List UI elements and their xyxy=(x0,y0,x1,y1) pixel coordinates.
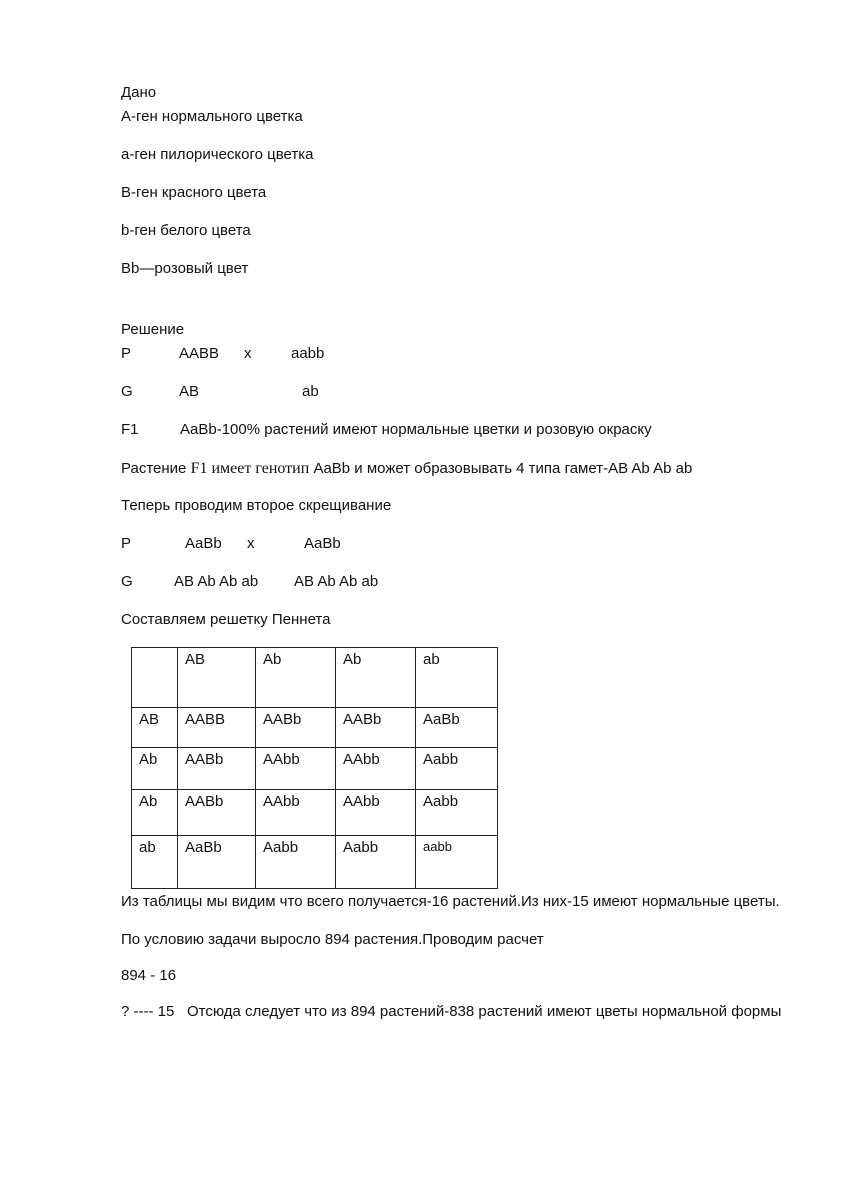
cross-1-parent-1: AABB xyxy=(179,345,220,362)
punnett-header-row xyxy=(132,648,498,708)
given-line-1: А-ген нормального цветка xyxy=(121,108,303,125)
gametes-2-g2: AB Ab Ab ab xyxy=(294,573,379,590)
punnett-row xyxy=(132,790,498,836)
gametes-2-g1: AB Ab Ab ab xyxy=(174,573,259,590)
gametes-2-label: G xyxy=(121,573,133,590)
cross-1-p-label: P xyxy=(121,345,132,362)
solution-title: Решение xyxy=(121,321,185,338)
punnett-header-cell: ab xyxy=(416,648,498,708)
punnett-header-cell: Ab xyxy=(256,648,336,708)
punnett-cell: AAbb xyxy=(336,790,416,836)
punnett-row xyxy=(132,708,498,748)
punnett-row-gamete: AB xyxy=(132,708,178,748)
given-line-4: b-ген белого цвета xyxy=(121,222,251,239)
punnett-cell: AABb xyxy=(336,708,416,748)
cross-1-x: x xyxy=(244,345,252,362)
conclusion-line-3: 894 - 16 xyxy=(121,967,177,984)
f1-text: AaBb-100% растений имеют нормальные цветки и розовую окраску xyxy=(180,421,652,438)
punnett-cell: AAbb xyxy=(256,790,336,836)
gametes-1-label: G xyxy=(121,383,133,400)
cross-2-p-label: P xyxy=(121,535,132,552)
gametes-1-g1: AB xyxy=(179,383,200,400)
conclusion-line-4-result: Отсюда следует что из 894 растений-838 растений имеют цветы нормальной формы xyxy=(187,1003,782,1020)
punnett-square xyxy=(131,647,498,889)
punnett-header-cell: Ab xyxy=(336,648,416,708)
punnett-cell: AaBb xyxy=(178,836,256,889)
punnett-cell: AaBb xyxy=(416,708,498,748)
plant-line xyxy=(121,459,692,478)
conclusion-line-1: Из таблицы мы видим что всего получается-16 растений.Из них-15 имеют нормальные цветы. xyxy=(121,893,780,910)
punnett-cell: Aabb xyxy=(416,790,498,836)
punnett-row-gamete: ab xyxy=(132,836,178,889)
punnett-cell: Aabb xyxy=(256,836,336,889)
punnett-cell: Aabb xyxy=(336,836,416,889)
f1-label: F1 xyxy=(121,421,139,438)
given-line-2: а-ген пилорического цветка xyxy=(121,146,314,163)
cross-1-parent-2: aabb xyxy=(291,345,325,362)
punnett-cell: Aabb xyxy=(416,748,498,790)
punnett-row xyxy=(132,836,498,889)
punnett-row-gamete: Ab xyxy=(132,748,178,790)
punnett-cell: AAbb xyxy=(256,748,336,790)
plant-line-suffix: AaBb и может образовывать 4 типа гамет-AB Ab Ab ab xyxy=(309,460,693,477)
punnett-cell: AABb xyxy=(178,748,256,790)
cross-2-x: x xyxy=(247,535,255,552)
punnett-cell: AAbb xyxy=(336,748,416,790)
second-cross-intro: Теперь проводим второе скрещивание xyxy=(121,497,392,514)
punnett-cell: AABb xyxy=(178,790,256,836)
punnett-row-gamete: Ab xyxy=(132,790,178,836)
given-line-5: Bb—розовый цвет xyxy=(121,260,249,277)
punnett-corner-cell xyxy=(132,648,178,708)
plant-line-serif: F1 имеет генотип xyxy=(190,460,310,477)
punnett-intro: Составляем решетку Пеннета xyxy=(121,611,331,628)
punnett-cell: AABb xyxy=(256,708,336,748)
cross-2-parent-2: AaBb xyxy=(304,535,341,552)
punnett-cell: aabb xyxy=(416,836,498,889)
punnett-header-cell: AB xyxy=(178,648,256,708)
cross-2-parent-1: AaBb xyxy=(185,535,222,552)
conclusion-line-4-proportion: ? ---- 15 xyxy=(121,1003,175,1020)
conclusion-line-2: По условию задачи выросло 894 растения.Проводим расчет xyxy=(121,931,544,948)
given-line-3: В-ген красного цвета xyxy=(121,184,267,201)
punnett-cell: AABB xyxy=(178,708,256,748)
plant-line-prefix: Растение xyxy=(121,460,191,477)
punnett-row xyxy=(132,748,498,790)
gametes-1-g2: ab xyxy=(302,383,319,400)
given-title: Дано xyxy=(121,84,157,101)
